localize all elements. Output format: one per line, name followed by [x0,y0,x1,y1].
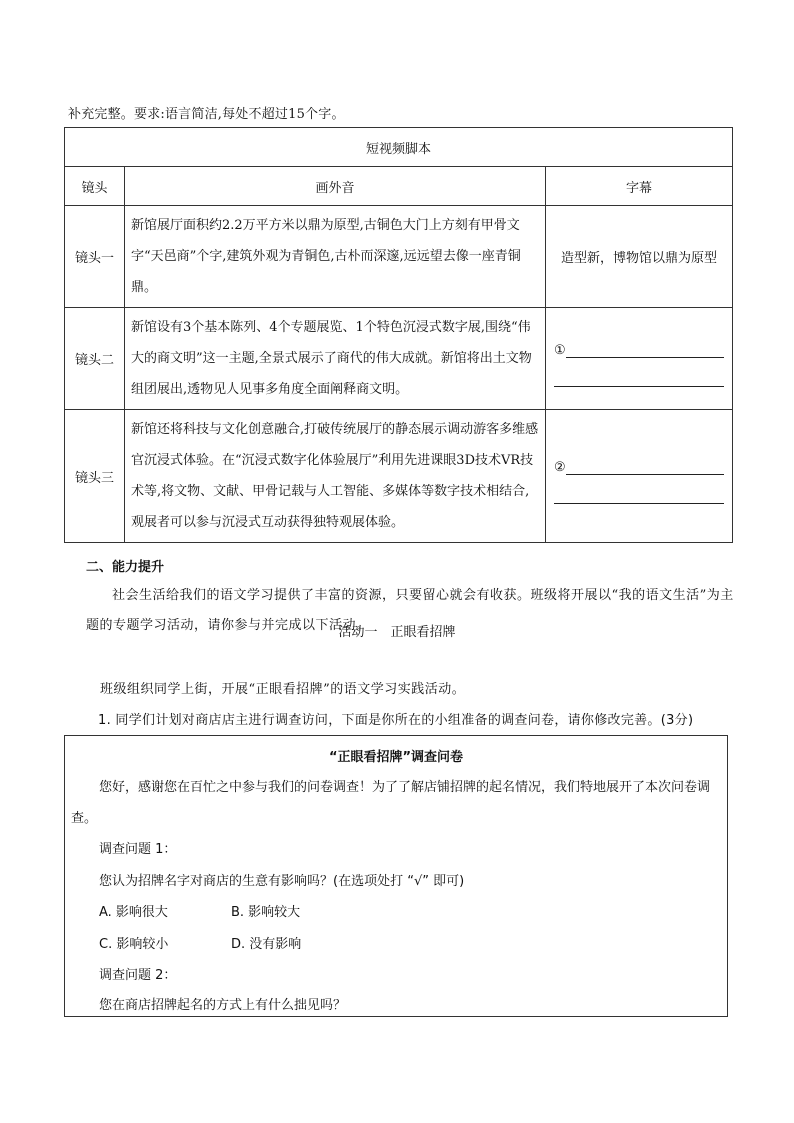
voiceover-cell: 新馆设有3个基本陈列、4个专题展览、1个特色沉浸式数字展,围绕“伟大的商文明”这一主题,全景式展示了商代的伟大成就。新馆将出土文物组团展出,透物见人见事多角度全面阐释商文明。 [125,308,546,410]
answer-number: ② [554,460,566,475]
answer-blank[interactable] [554,371,724,387]
options-row [99,901,363,920]
table-row [65,410,733,543]
survey-box [64,735,728,1017]
instruction-text: 补充完整。要求:语言简洁,每处不超过15个字。 [68,107,345,122]
survey-q2-text: 您在商店招牌起名的方式上有什么拙见吗？ [99,998,347,1013]
shot-cell: 镜头二 [65,308,125,410]
shot-cell: 镜头三 [65,410,125,543]
survey-q1-text: 您认为招牌名字对商店的生意有影响吗？(在选项处打 “√” 即可) [99,874,465,889]
video-script-table [64,127,733,543]
question-1: 1. 同学们计划对商店店主进行调查访问，下面是你所在的小组准备的调查问卷，请你修改完善。(3分) [98,713,694,728]
voiceover-cell: 新馆还将科技与文化创意融合,打破传统展厅的静态展示调动游客多维感官沉浸式体验。在“沉浸式数字化体验展厅”利用先进课眼3D技术VR技术等,将文物、文献、甲骨记载与人工智能、多媒体等数字技术相结合,观展者可以参与沉浸式互动获得独特观展体验。 [125,410,546,543]
column-header-voiceover: 画外音 [125,167,546,206]
answer-blank[interactable] [554,336,726,358]
table-title: 短视频脚本 [65,128,733,167]
answer-number: ① [554,342,566,358]
subtitle-answer-cell [546,410,733,543]
voiceover-cell: 新馆展厅面积约2.2万平方米以鼎为原型,古铜色大门上方刻有甲骨文字“天邑商”个字,建筑外观为青铜色,古朴而深邃,远远望去像一座青铜鼎。 [125,206,546,308]
option-b[interactable]: B. 影响较大 [231,905,301,920]
column-header-shot: 镜头 [65,167,125,206]
section-title: 二、能力提升 [86,560,165,575]
table-row [65,206,733,308]
option-c[interactable]: C. 影响较小 [99,937,169,952]
options-row [99,933,363,952]
option-a[interactable]: A. 影响很大 [99,905,168,920]
column-header-subtitle: 字幕 [546,167,733,206]
subtitle-cell: 造型新，博物馆以鼎为原型 [546,206,733,308]
survey-q1-label: 调查问题 1： [99,842,177,857]
survey-q2-label: 调查问题 2： [99,968,177,983]
intro-paragraph: 社会生活给我们的语文学习提供了丰富的资源，只要留心就会有收获。班级将开展以“我的语文生活”为主题的专题学习活动，请你参与并完成以下活动。 [86,588,734,633]
answer-blank[interactable] [554,488,724,504]
table-row [65,308,733,410]
survey-greeting: 您好，感谢您在百忙之中参与我们的问卷调查！为了了解店铺招牌的起名情况，我们特地展开了本次问卷调查。 [71,780,711,826]
option-d[interactable]: D. 没有影响 [231,937,302,952]
answer-blank[interactable] [554,453,726,475]
activity-title: 活动一 正眼看招牌 [338,625,456,640]
subtitle-answer-cell [546,308,733,410]
survey-title: “正眼看招牌”调查问卷 [328,750,464,765]
activity-paragraph: 班级组织同学上街，开展“正眼看招牌”的语文学习实践活动。 [100,682,466,697]
shot-cell: 镜头一 [65,206,125,308]
